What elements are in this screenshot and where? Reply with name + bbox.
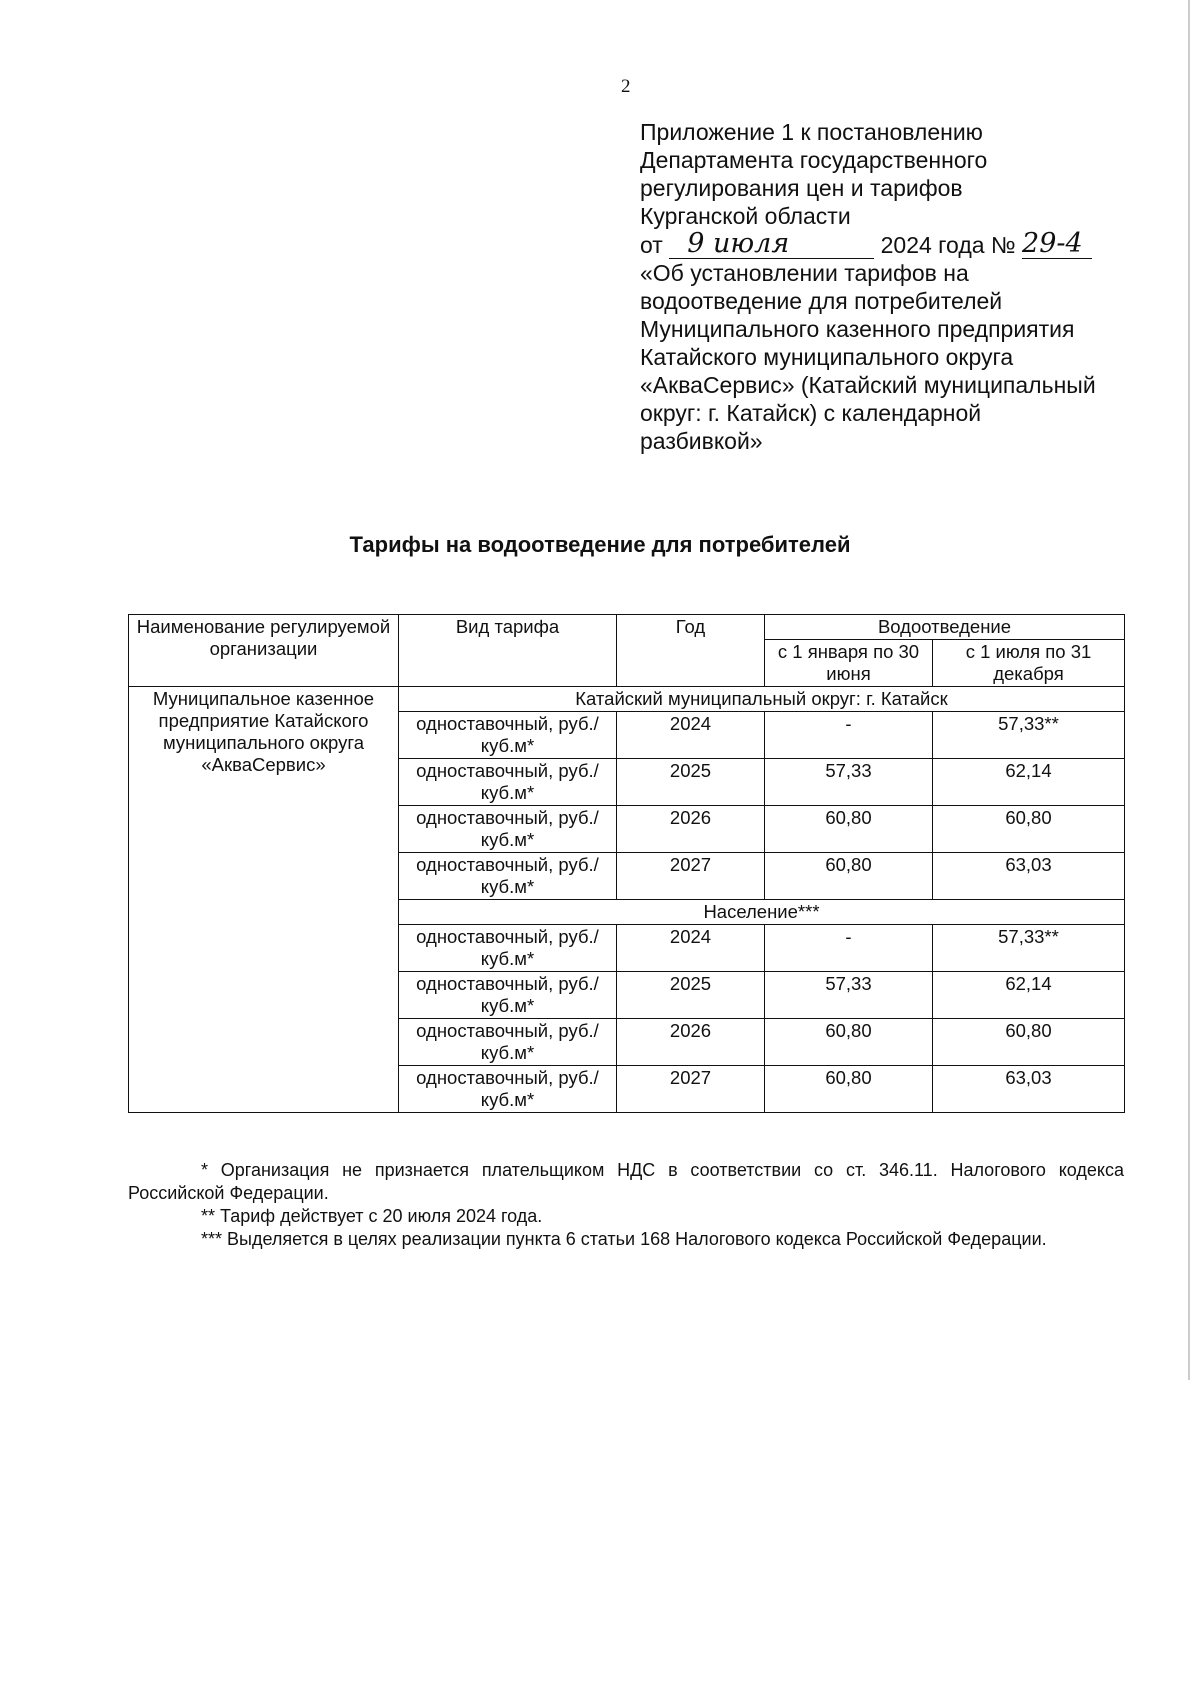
year-cell: 2026 — [617, 1019, 765, 1066]
decree-number-field — [1022, 230, 1092, 259]
appendix-date-line — [640, 230, 1160, 259]
appendix-line-3: регулирования цен и тарифов — [640, 175, 963, 201]
year-cell: 2024 — [617, 712, 765, 759]
date-handwritten: 9 июля — [687, 228, 790, 259]
period-2-value: 62,14 — [933, 972, 1125, 1019]
year-text: 2024 года № — [880, 232, 1016, 258]
appendix-block — [640, 118, 1160, 455]
tariff-type-cell: одноставочный, руб./куб.м* — [399, 759, 617, 806]
header-year: Год — [617, 615, 765, 687]
period-1-value: 57,33 — [765, 972, 933, 1019]
period-2-value: 62,14 — [933, 759, 1125, 806]
appendix-subject-4: Катайского муниципального округа — [640, 344, 1014, 370]
period-1-value: 60,80 — [765, 1019, 933, 1066]
header-group: Водоотведение — [765, 615, 1125, 640]
tariff-type-cell: одноставочный, руб./куб.м* — [399, 1066, 617, 1113]
footnote-1: * Организация не признается плательщиком НДС в соответствии со ст. 346.11. Налогового кодекса Российской Федерации. — [128, 1160, 1124, 1203]
page-number: 2 — [621, 76, 631, 97]
appendix-subject-7: разбивкой» — [640, 428, 763, 454]
period-2-value: 63,03 — [933, 853, 1125, 900]
period-1-value: 60,80 — [765, 806, 933, 853]
tariff-type-cell: одноставочный, руб./куб.м* — [399, 925, 617, 972]
section-title: Население*** — [399, 900, 1125, 925]
tariff-type-cell: одноставочный, руб./куб.м* — [399, 806, 617, 853]
footnote-2: ** Тариф действует с 20 июля 2024 года. — [201, 1206, 543, 1226]
year-cell: 2025 — [617, 972, 765, 1019]
appendix-subject-6: округ: г. Катайск) с календарной — [640, 400, 982, 426]
header-org: Наименование регулируемой организации — [129, 615, 399, 687]
tariff-type-cell: одноставочный, руб./куб.м* — [399, 853, 617, 900]
tariff-type-cell: одноставочный, руб./куб.м* — [399, 972, 617, 1019]
year-cell: 2027 — [617, 853, 765, 900]
appendix-line-2: Департамента государственного — [640, 147, 988, 173]
period-2-value: 60,80 — [933, 1019, 1125, 1066]
year-cell: 2025 — [617, 759, 765, 806]
footnote-3: *** Выделяется в целях реализации пункта 6 статьи 168 Налогового кодекса Российской Федерации. — [201, 1229, 1047, 1249]
header-row-1 — [129, 615, 1125, 640]
date-field — [669, 230, 874, 259]
appendix-subject-5: «АкваСервис» (Катайский муниципальный — [640, 372, 1096, 398]
year-cell: 2024 — [617, 925, 765, 972]
period-1-value: - — [765, 925, 933, 972]
tariff-table — [128, 614, 1125, 1113]
period-1-value: 60,80 — [765, 1066, 933, 1113]
appendix-subject-1: «Об установлении тарифов на — [640, 260, 969, 286]
year-cell: 2027 — [617, 1066, 765, 1113]
header-period-2: с 1 июля по 31 декабря — [933, 640, 1125, 687]
tariff-type-cell: одноставочный, руб./куб.м* — [399, 712, 617, 759]
document-title: Тарифы на водоотведение для потребителей — [349, 532, 851, 557]
footnotes — [128, 1159, 1124, 1251]
period-2-value: 57,33** — [933, 712, 1125, 759]
year-cell: 2026 — [617, 806, 765, 853]
period-1-value: - — [765, 712, 933, 759]
appendix-subject-2: водоотведение для потребителей — [640, 288, 1003, 314]
scan-edge-mark — [1188, 0, 1190, 1380]
period-2-value: 57,33** — [933, 925, 1125, 972]
period-2-value: 63,03 — [933, 1066, 1125, 1113]
appendix-subject-3: Муниципального казенного предприятия — [640, 316, 1075, 342]
section-row — [129, 687, 1125, 712]
header-tariff-type: Вид тарифа — [399, 615, 617, 687]
date-prefix: от — [640, 232, 663, 258]
period-1-value: 60,80 — [765, 853, 933, 900]
tariff-type-cell: одноставочный, руб./куб.м* — [399, 1019, 617, 1066]
header-period-1: с 1 января по 30 июня — [765, 640, 933, 687]
period-1-value: 57,33 — [765, 759, 933, 806]
appendix-line-4: Курганской области — [640, 203, 851, 229]
section-title: Катайский муниципальный округ: г. Катайск — [399, 687, 1125, 712]
decree-number-handwritten: 29-4 — [1022, 228, 1083, 259]
organization-cell: Муниципальное казенное предприятие Катайского муниципального округа «АкваСервис» — [129, 687, 399, 1113]
appendix-line-1: Приложение 1 к постановлению — [640, 119, 983, 145]
period-2-value: 60,80 — [933, 806, 1125, 853]
